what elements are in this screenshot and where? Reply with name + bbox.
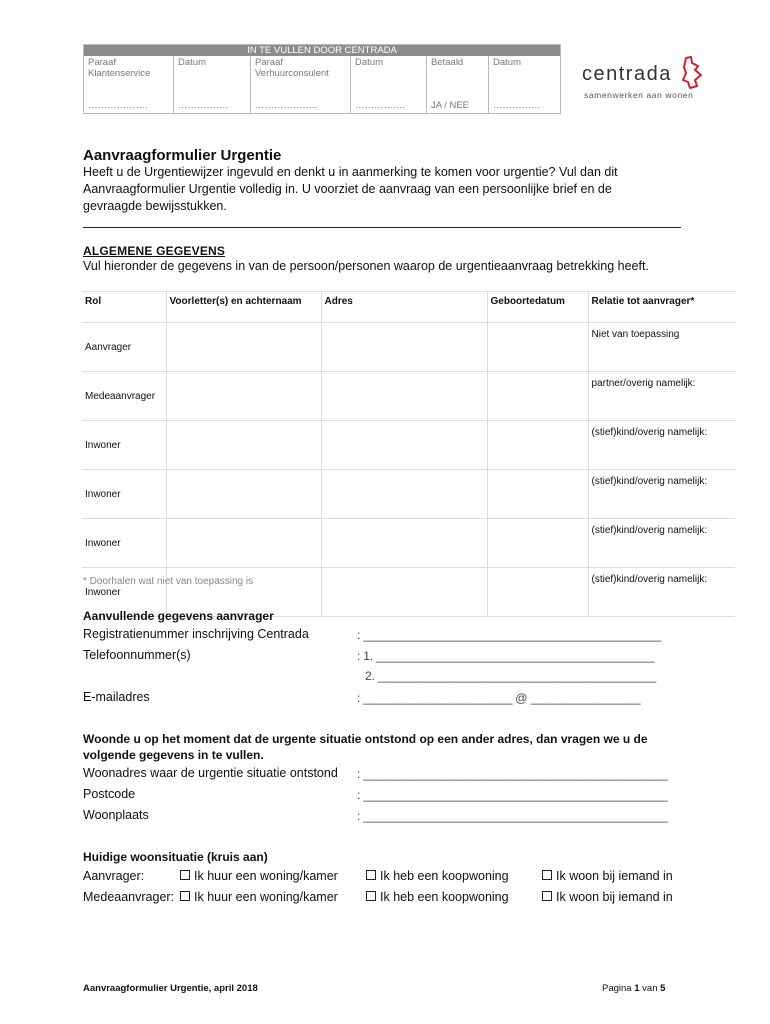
office-col-value[interactable]: ……………. bbox=[178, 100, 229, 111]
logo-tagline: samenwerken aan wonen bbox=[584, 90, 694, 100]
cell-birthdate[interactable] bbox=[487, 568, 588, 617]
office-col-value[interactable]: ……………….. bbox=[255, 100, 318, 111]
cell-address[interactable] bbox=[321, 323, 487, 372]
office-col-betaald bbox=[426, 56, 488, 113]
cell-rol: Medeaanvrager bbox=[82, 372, 166, 421]
checkbox-icon[interactable] bbox=[542, 870, 552, 880]
office-col-datum-2 bbox=[350, 56, 426, 113]
cell-birthdate[interactable] bbox=[487, 519, 588, 568]
general-heading: ALGEMENE GEGEVENS bbox=[83, 244, 226, 258]
office-col-value[interactable]: ……………. bbox=[355, 100, 406, 111]
registration-label: Registratienummer inschrijving Centrada bbox=[83, 627, 309, 641]
applicant-label: Aanvrager: bbox=[83, 869, 145, 883]
general-subtitle: Vul hieronder de gegevens in van de persoon/personen waarop de urgentieaanvraag betrekking heeft. bbox=[83, 259, 649, 273]
cell-name[interactable] bbox=[166, 519, 321, 568]
additional-heading: Aanvullende gegevens aanvrager bbox=[83, 609, 274, 623]
office-col-value[interactable]: ………………. bbox=[88, 100, 148, 111]
page-title: Aanvraagformulier Urgentie bbox=[83, 147, 282, 164]
previous-address-label: Woonadres waar de urgentie situatie ontstond bbox=[83, 766, 338, 780]
previous-address-heading: Woonde u op het moment dat de urgente situatie ontstond op een ander adres, dan vragen we u de volgende gegevens in te vullen. bbox=[83, 732, 648, 762]
applicant-option-lodge[interactable]: Ik woon bij iemand in bbox=[542, 869, 673, 883]
email-label: E-mailadres bbox=[83, 690, 150, 704]
postcode-label: Postcode bbox=[83, 787, 136, 801]
header-relation: Relatie tot aanvrager* bbox=[588, 292, 735, 323]
cell-relation: Niet van toepassing bbox=[588, 323, 735, 372]
checkbox-icon[interactable] bbox=[366, 891, 376, 901]
cell-birthdate[interactable] bbox=[487, 372, 588, 421]
page-number: Pagina 1 van 5 bbox=[602, 983, 666, 994]
office-col-label: Datum bbox=[355, 57, 383, 68]
phone-field-2[interactable]: 2. ___________________________________________ bbox=[365, 669, 657, 683]
office-col-label: Datum bbox=[493, 57, 521, 68]
office-use-box bbox=[83, 44, 561, 114]
office-col-value[interactable]: …………… bbox=[493, 100, 541, 111]
header-address: Adres bbox=[321, 292, 487, 323]
table-footnote: * Doorhalen wat niet van toepassing is bbox=[83, 576, 254, 587]
phone-field-1[interactable]: : 1. ___________________________________________ bbox=[357, 649, 655, 663]
phone-label: Telefoonnummer(s) bbox=[83, 648, 191, 662]
office-col-label: Paraaf Klantenservice bbox=[88, 57, 151, 79]
postcode-field[interactable]: : _______________________________________________ bbox=[357, 788, 668, 802]
centrada-logo bbox=[582, 56, 707, 102]
office-col-datum-3 bbox=[488, 56, 561, 113]
persons-table bbox=[82, 291, 735, 617]
cell-address[interactable] bbox=[321, 470, 487, 519]
checkbox-icon[interactable] bbox=[542, 891, 552, 901]
office-col-label: Betaald bbox=[431, 57, 464, 68]
cell-address[interactable] bbox=[321, 372, 487, 421]
city-label: Woonplaats bbox=[83, 808, 149, 822]
office-box-header: IN TE VULLEN DOOR CENTRADA bbox=[84, 45, 560, 56]
section-divider bbox=[83, 227, 681, 228]
header-birthdate: Geboortedatum bbox=[487, 292, 588, 323]
cell-relation[interactable]: partner/overig namelijk: bbox=[588, 372, 735, 421]
cell-name[interactable] bbox=[166, 372, 321, 421]
cell-name[interactable] bbox=[166, 421, 321, 470]
checkbox-icon[interactable] bbox=[366, 870, 376, 880]
footer-title: Aanvraagformulier Urgentie, april 2018 bbox=[83, 983, 258, 994]
cell-relation[interactable]: (stief)kind/overig namelijk: bbox=[588, 519, 735, 568]
logo-wordmark: centrada bbox=[582, 63, 672, 85]
header-name: Voorletter(s) en achternaam bbox=[166, 292, 321, 323]
city-field[interactable]: : _______________________________________________ bbox=[357, 809, 668, 823]
applicant-option-rent[interactable]: Ik huur een woning/kamer bbox=[180, 869, 338, 883]
cell-name[interactable] bbox=[166, 323, 321, 372]
logo-mark-icon bbox=[681, 56, 705, 92]
co-applicant-option-lodge[interactable]: Ik woon bij iemand in bbox=[542, 890, 673, 904]
situation-heading: Huidige woonsituatie (kruis aan) bbox=[83, 850, 268, 864]
cell-relation[interactable]: (stief)kind/overig namelijk: bbox=[588, 421, 735, 470]
office-col-paraaf-verhuurconsulent bbox=[250, 56, 350, 113]
cell-rol: Aanvrager bbox=[82, 323, 166, 372]
cell-relation[interactable]: (stief)kind/overig namelijk: bbox=[588, 470, 735, 519]
checkbox-icon[interactable] bbox=[180, 870, 190, 880]
registration-field[interactable]: : ______________________________________________ bbox=[357, 628, 662, 642]
cell-rol: Inwoner bbox=[82, 568, 166, 617]
cell-address[interactable] bbox=[321, 421, 487, 470]
office-col-label: Datum bbox=[178, 57, 206, 68]
table-row bbox=[82, 470, 735, 519]
cell-address[interactable] bbox=[321, 568, 487, 617]
co-applicant-label: Medeaanvrager: bbox=[83, 890, 175, 904]
cell-name[interactable] bbox=[166, 470, 321, 519]
cell-rol: Inwoner bbox=[82, 421, 166, 470]
header-rol: Rol bbox=[82, 292, 166, 323]
cell-birthdate[interactable] bbox=[487, 470, 588, 519]
cell-rol: Inwoner bbox=[82, 519, 166, 568]
cell-birthdate[interactable] bbox=[487, 421, 588, 470]
table-row bbox=[82, 323, 735, 372]
table-row bbox=[82, 372, 735, 421]
table-row bbox=[82, 519, 735, 568]
cell-relation[interactable]: (stief)kind/overig namelijk: bbox=[588, 568, 735, 617]
applicant-option-own[interactable]: Ik heb een koopwoning bbox=[366, 869, 509, 883]
cell-address[interactable] bbox=[321, 519, 487, 568]
office-col-datum-1 bbox=[173, 56, 250, 113]
email-field[interactable]: : _______________________ @ _________________ bbox=[357, 691, 641, 705]
table-row bbox=[82, 421, 735, 470]
office-col-value[interactable]: JA / NEE bbox=[431, 100, 470, 111]
checkbox-icon[interactable] bbox=[180, 891, 190, 901]
cell-birthdate[interactable] bbox=[487, 323, 588, 372]
previous-address-field[interactable]: : _______________________________________________ bbox=[357, 767, 668, 781]
table-header-row bbox=[82, 292, 735, 323]
office-col-label: Paraaf Verhuurconsulent bbox=[255, 57, 329, 79]
intro-text: Heeft u de Urgentiewijzer ingevuld en denkt u in aanmerking te komen voor urgentie? Vul dan dit Aanvraagformulier Urgentie volledig in. U voorziet de aanvraag van een persoonlijke brief en de gevraagde bewijsstukken. bbox=[83, 165, 618, 213]
co-applicant-option-own[interactable]: Ik heb een koopwoning bbox=[366, 890, 509, 904]
co-applicant-option-rent[interactable]: Ik huur een woning/kamer bbox=[180, 890, 338, 904]
cell-rol: Inwoner bbox=[82, 470, 166, 519]
office-col-paraaf-klantenservice bbox=[84, 56, 172, 113]
